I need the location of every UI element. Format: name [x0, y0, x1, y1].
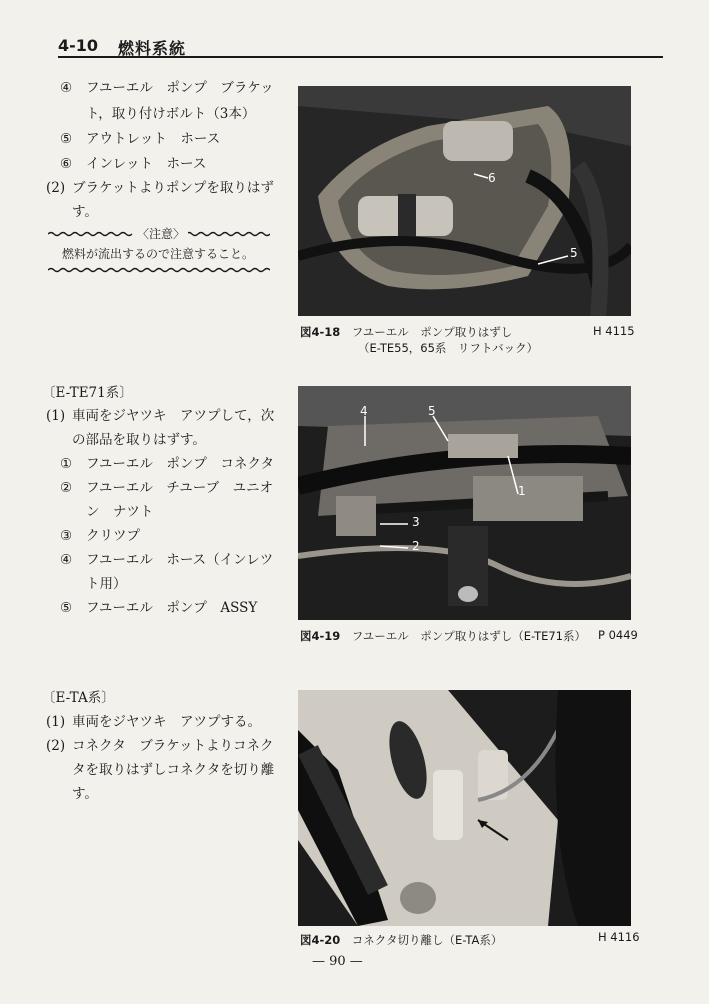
- section-heading: 〔E-TE71系〕: [42, 385, 133, 401]
- list-item: ン ナツト: [86, 504, 154, 520]
- step-text: す。: [72, 786, 98, 802]
- list-item: ④ フユーエル ホース（インレツ: [60, 552, 274, 568]
- callout-label: 5: [428, 404, 436, 418]
- list-item: ト用）: [86, 576, 127, 592]
- list-item: ① フユーエル ポンプ コネクタ: [60, 456, 275, 472]
- figure-caption: 図4-19 フユーエル ポンプ取りはずし（E-TE71系）: [300, 629, 586, 643]
- step-text: (1) 車両をジヤツキ アツプする。: [46, 714, 261, 730]
- step-text: (2) ブラケットよりポンプを取りはず: [46, 180, 274, 196]
- callout-label: 3: [412, 515, 420, 529]
- note-text: 燃料が流出するので注意すること。: [62, 247, 255, 261]
- list-item: ④ フユーエル ポンプ ブラケッ: [60, 80, 274, 96]
- page-header: [58, 34, 663, 58]
- callout-label: 5: [570, 246, 578, 260]
- callout-label: 6: [488, 171, 496, 185]
- step-text: の部品を取りはずす。: [72, 432, 206, 448]
- list-item: ③ クリツプ: [60, 528, 140, 544]
- callout-label: 1: [518, 484, 526, 498]
- list-item: ⑤ アウトレット ホース: [60, 131, 221, 147]
- step-text: (2) コネクタ ブラケットよりコネク: [46, 738, 274, 754]
- callout-label: 4: [360, 404, 368, 418]
- callout-label: 2: [412, 539, 420, 553]
- figure-code: H 4116: [598, 930, 640, 944]
- figure-caption: 図4-20 コネクタ切り離し（E-TA系）: [300, 933, 503, 947]
- list-item: ⑤ フユーエル ポンプ ASSY: [60, 600, 258, 616]
- step-text: (1) 車両をジヤツキ アツプして，次: [46, 408, 275, 424]
- caution-note: [48, 228, 270, 276]
- section-title: 燃料系統: [118, 39, 187, 58]
- figure-4-18-photo: [298, 86, 631, 316]
- section-number: 4-10: [58, 36, 99, 55]
- figure-4-20-photo: [298, 690, 631, 926]
- list-item: ト，取り付けボルト（3本）: [86, 106, 256, 122]
- figure-4-19-photo: [298, 386, 631, 620]
- figure-caption-line2: （E-TE55，65系 リフトバック）: [358, 341, 539, 355]
- page-number: — 90 —: [312, 954, 363, 969]
- figure-caption: 図4-18 フユーエル ポンプ取りはずし: [300, 325, 513, 339]
- note-label: 〈注意〉: [134, 228, 188, 240]
- list-item: ② フユーエル チユーブ ユニオ: [60, 480, 274, 496]
- wavy-rule: [48, 267, 270, 273]
- section-heading: 〔E-TA系〕: [42, 690, 115, 706]
- step-text: す。: [72, 204, 98, 220]
- list-item: ⑥ インレット ホース: [60, 156, 207, 172]
- figure-code: H 4115: [593, 324, 635, 338]
- figure-code: P 0449: [598, 628, 638, 642]
- step-text: タを取りはずしコネクタを切り離: [72, 762, 275, 778]
